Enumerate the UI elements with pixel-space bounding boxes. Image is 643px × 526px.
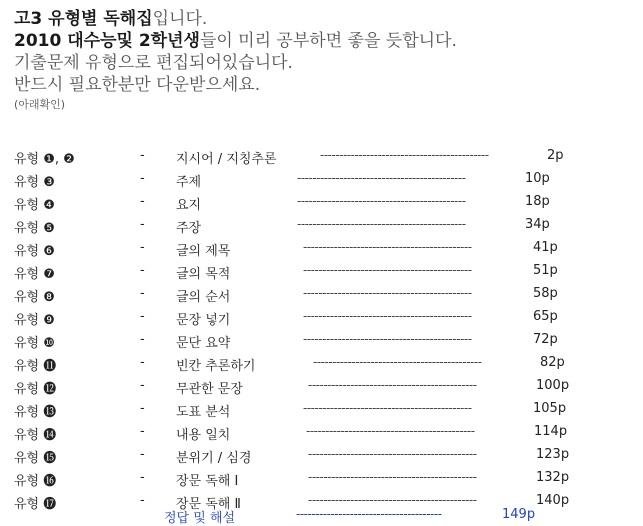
toc-title: 주장	[176, 221, 202, 236]
toc-dash: -	[140, 378, 145, 393]
toc-title: 장문 독해 Ⅰ	[176, 474, 239, 489]
toc-row	[0, 421, 643, 444]
toc-dash: -	[140, 240, 145, 255]
toc-leader: --------------------------------------------	[320, 148, 489, 162]
toc-dash: -	[140, 148, 145, 163]
toc-title: 장문 독해 Ⅱ	[176, 497, 241, 512]
toc-row	[0, 306, 643, 329]
toc-title: 도표 분석	[176, 405, 231, 420]
toc-row	[0, 444, 643, 467]
toc-row	[0, 145, 643, 168]
toc-page: 132p	[536, 470, 570, 485]
toc-title: 요지	[176, 198, 202, 213]
toc-page: 82p	[540, 355, 565, 370]
toc-row	[0, 214, 643, 237]
toc-type: 유형 ❸	[14, 175, 55, 190]
toc-dash: -	[140, 447, 145, 462]
toc-type: 유형 ❿	[14, 336, 55, 351]
toc-leader: --------------------------------------------	[308, 493, 477, 507]
toc-leader: --------------------------------------------	[303, 309, 472, 323]
toc-leader: --------------------------------------------	[308, 378, 477, 392]
toc-page: 18p	[525, 194, 550, 209]
toc-page: 105p	[533, 401, 567, 416]
toc-type: 유형 ⓯	[14, 451, 57, 466]
toc-leader: --------------------------------------------	[308, 470, 477, 484]
toc-title: 무관한 문장	[176, 382, 243, 397]
toc-dash: -	[140, 493, 145, 508]
answer-page: 149p	[502, 507, 536, 522]
toc-row	[0, 168, 643, 191]
toc-dash: -	[140, 401, 145, 416]
toc-dash: -	[140, 194, 145, 209]
toc-type: 유형 ⓰	[14, 474, 57, 489]
toc-leader: --------------------------------------------	[297, 171, 466, 185]
toc-leader: --------------------------------------------	[297, 194, 466, 208]
intro-line-2	[14, 30, 457, 52]
toc-leader: --------------------------------------------	[303, 240, 472, 254]
toc-dash: -	[140, 171, 145, 186]
toc-page: 123p	[536, 447, 570, 462]
toc-page: 41p	[533, 240, 558, 255]
toc-leader: --------------------------------------------	[313, 355, 482, 369]
toc-leader: --------------------------------------------	[303, 286, 472, 300]
toc-leader: --------------------------------------------	[308, 447, 477, 461]
toc-row	[0, 375, 643, 398]
intro-target: 2010 대수능및 2학년생	[14, 31, 200, 51]
toc-page: 65p	[533, 309, 558, 324]
toc-type: 유형 ❹	[14, 198, 55, 213]
toc-dash: -	[140, 263, 145, 278]
toc-title: 빈칸 추론하기	[176, 359, 256, 374]
toc-dash: -	[140, 286, 145, 301]
toc-row	[0, 398, 643, 421]
toc-leader: --------------------------------------------	[303, 263, 472, 277]
toc-row	[0, 191, 643, 214]
toc-leader: --------------------------------------------	[306, 424, 475, 438]
toc-row	[0, 467, 643, 490]
toc-type: 유형 ⓮	[14, 428, 57, 443]
intro-line-1	[14, 8, 457, 30]
toc-type: 유형 ❻	[14, 244, 55, 259]
toc-leader: --------------------------------------------	[303, 401, 472, 415]
toc-title: 글의 순서	[176, 290, 231, 305]
toc-row	[0, 352, 643, 375]
toc-title: 주제	[176, 175, 202, 190]
toc-row	[0, 329, 643, 352]
toc-type: 유형 ⓭	[14, 405, 57, 420]
toc-row	[0, 237, 643, 260]
toc-type: 유형 ❽	[14, 290, 55, 305]
toc-dash: -	[140, 424, 145, 439]
toc-page: 2p	[547, 148, 564, 163]
toc-page: 51p	[533, 263, 558, 278]
toc-type: 유형 ⓫	[14, 359, 57, 374]
toc-row	[0, 260, 643, 283]
answer-leader: --------------------------------------	[296, 507, 442, 521]
toc-title: 글의 목적	[176, 267, 231, 282]
intro-line-1-rest: 입니다.	[152, 9, 208, 29]
intro-note: (아래확인)	[14, 98, 66, 111]
toc-type: 유형 ❼	[14, 267, 55, 282]
toc-page: 58p	[533, 286, 558, 301]
toc-dash: -	[140, 309, 145, 324]
toc-dash: -	[140, 470, 145, 485]
intro-text	[14, 8, 457, 113]
toc-page: 72p	[533, 332, 558, 347]
toc-title: 분위기 / 심경	[176, 451, 252, 466]
answer-title: 정답 및 해설	[164, 511, 236, 526]
toc-title: 문단 요약	[176, 336, 231, 351]
intro-line-4: 반드시 필요한분만 다운받으세요.	[14, 75, 261, 95]
toc-dash: -	[140, 355, 145, 370]
intro-line-2-rest: 들이 미리 공부하면 좋을 듯합니다.	[199, 31, 457, 51]
toc-leader: --------------------------------------------	[297, 217, 466, 231]
intro-title: 고3 유형별 독해집	[14, 9, 153, 29]
toc-dash: -	[140, 217, 145, 232]
toc-title: 글의 제목	[176, 244, 231, 259]
intro-line-3: 기출문제 유형으로 편집되어있습니다.	[14, 53, 293, 73]
toc-leader: --------------------------------------------	[303, 332, 472, 346]
toc-page: 34p	[525, 217, 550, 232]
toc-type: 유형 ⓱	[14, 497, 57, 512]
toc-page: 140p	[536, 493, 570, 508]
toc-title: 문장 넣기	[176, 313, 231, 328]
toc-dash: -	[140, 332, 145, 347]
toc-page: 114p	[534, 424, 568, 439]
toc-page: 10p	[525, 171, 550, 186]
toc-row	[0, 283, 643, 306]
toc-type: 유형 ❶, ❷	[14, 152, 75, 167]
toc-title: 내용 일치	[176, 428, 231, 443]
toc-type: 유형 ⓬	[14, 382, 57, 397]
table-of-contents	[0, 145, 643, 513]
toc-type: 유형 ❾	[14, 313, 55, 328]
answer-row	[0, 507, 643, 525]
toc-title: 지시어 / 지칭추론	[176, 152, 277, 167]
toc-type: 유형 ❺	[14, 221, 55, 236]
toc-page: 100p	[536, 378, 570, 393]
